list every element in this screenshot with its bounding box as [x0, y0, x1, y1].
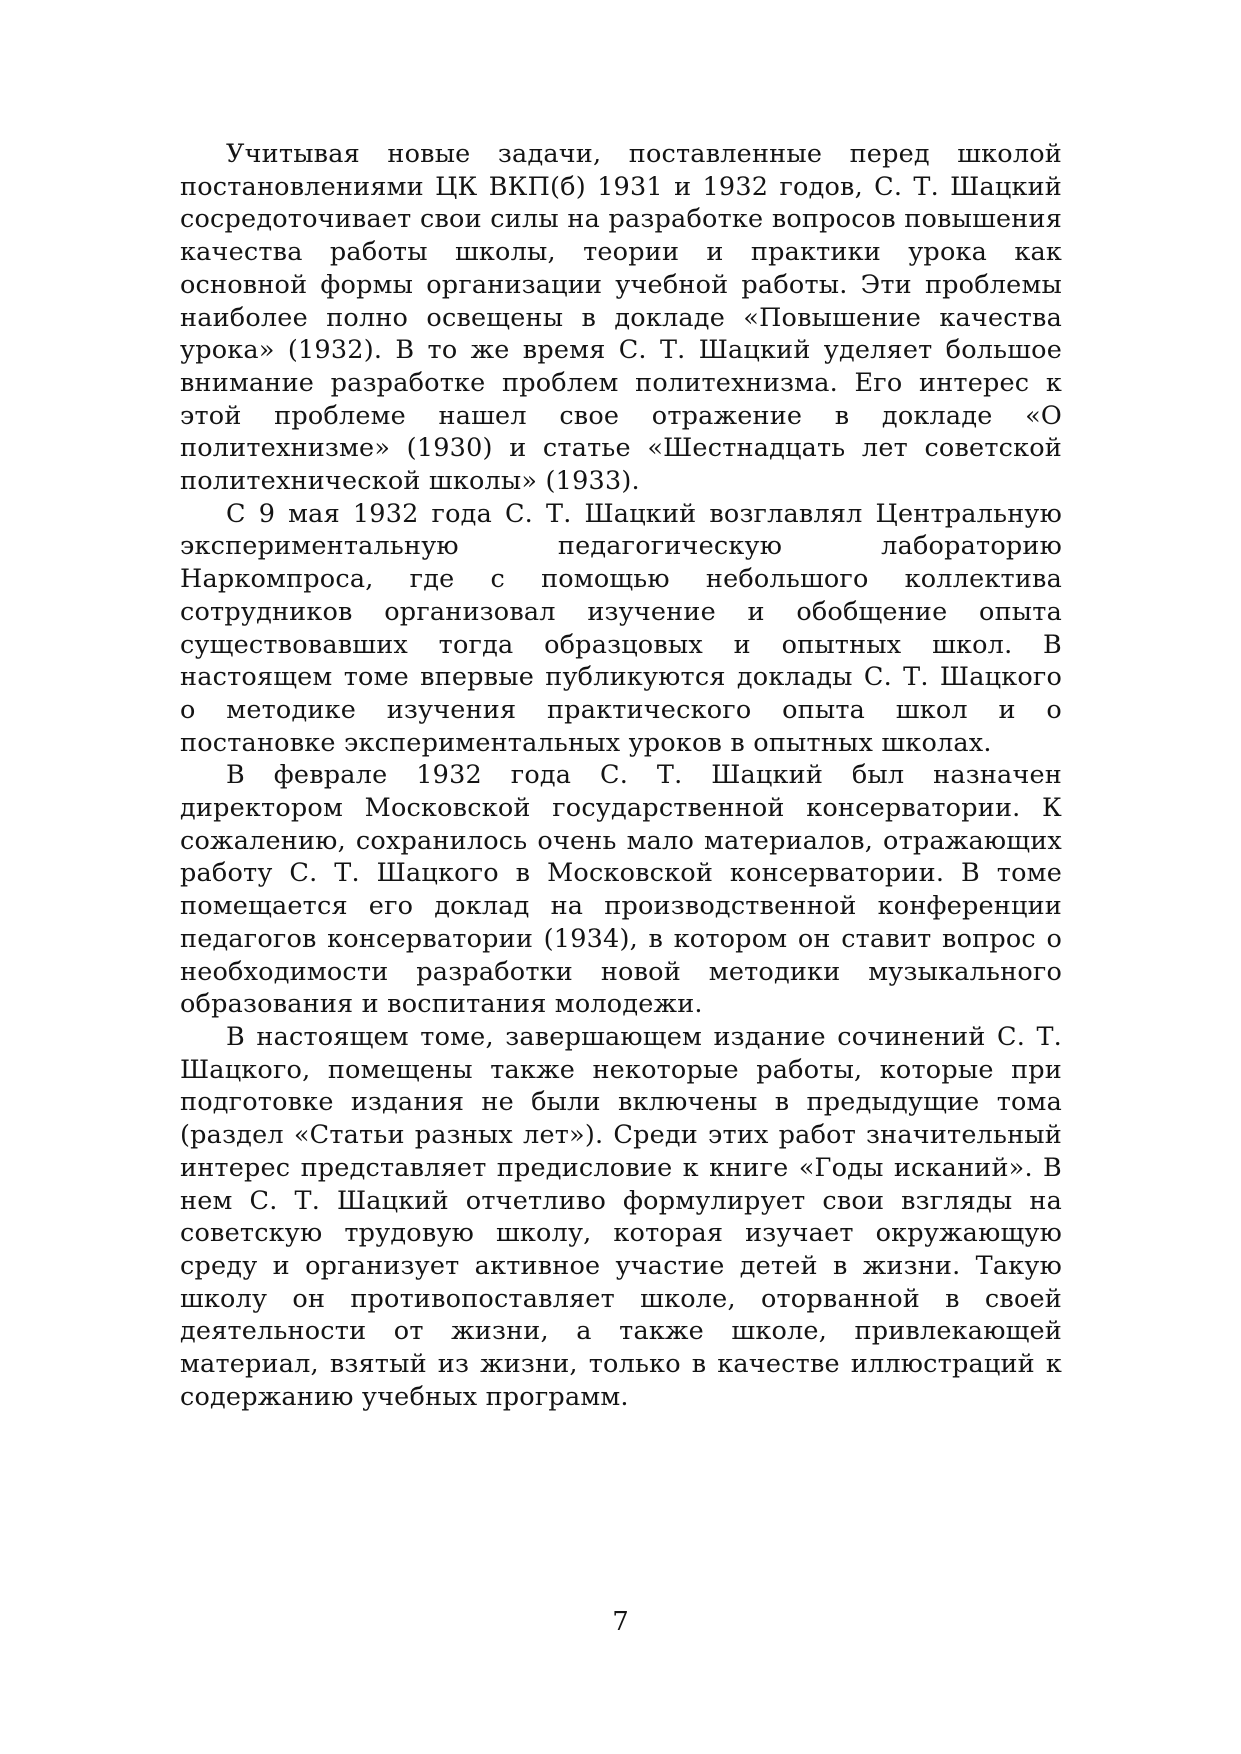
- paragraph-2: С 9 мая 1932 года С. Т. Шацкий возглавлял Центральную экспериментальную педагогическую лабораторию Наркомпроса, где с помощью небольшого коллектива сотрудников организовал изучение и обобщение опыта существовавших тогда образцовых и опытных школ. В настоящем томе впервые публикуются доклады С. Т. Шацкого о методике изучения практического опыта школ и о постановке экспериментальных уроков в опытных школах.: [180, 498, 1062, 758]
- paragraph-4: В настоящем томе, завершающем издание сочинений С. Т. Шацкого, помещены также некоторые работы, которые при подготовке издания не были включены в предыдущие тома (раздел «Статьи разных лет»). Среди этих работ значительный интерес представляет предисловие к книге «Годы исканий». В нем С. Т. Шацкий отчетливо формулирует свои взгляды на советскую трудовую школу, которая изучает окружающую среду и организует активное участие детей в жизни. Такую школу он противопоставляет школе, оторванной в своей деятельности от жизни, а также школе, привлекающей материал, взятый из жизни, только в качестве иллюстраций к содержанию учебных программ.: [180, 1021, 1062, 1412]
- paragraph-3: В феврале 1932 года С. Т. Шацкий был назначен директором Московской государственной консерватории. К сожалению, сохранилось очень мало материалов, отражающих работу С. Т. Шацкого в Московской консерватории. В томе помещается его доклад на производственной конференции педагогов консерватории (1934), в котором он ставит вопрос о необходимости разработки новой методики музыкального образования и воспитания молодежи.: [180, 760, 1062, 1020]
- paragraph-1: Учитывая новые задачи, поставленные перед школой постановлениями ЦК ВКП(б) 1931 и 1932 годов, С. Т. Шацкий сосредоточивает свои силы на разработке вопросов повышения качества работы школы, теории и практики урока как основной формы организации учебной работы. Эти проблемы наиболее полно освещены в докладе «Повышение качества урока» (1932). В то же время С. Т. Шацкий уделяет большое внимание разработке проблем политехнизма. Его интерес к этой проблеме нашел свое отражение в докладе «О политехнизме» (1930) и статье «Шестнадцать лет советской политехнической школы» (1933).: [180, 139, 1062, 497]
- body-text: [180, 138, 1062, 1413]
- page-number: 7: [612, 1607, 629, 1637]
